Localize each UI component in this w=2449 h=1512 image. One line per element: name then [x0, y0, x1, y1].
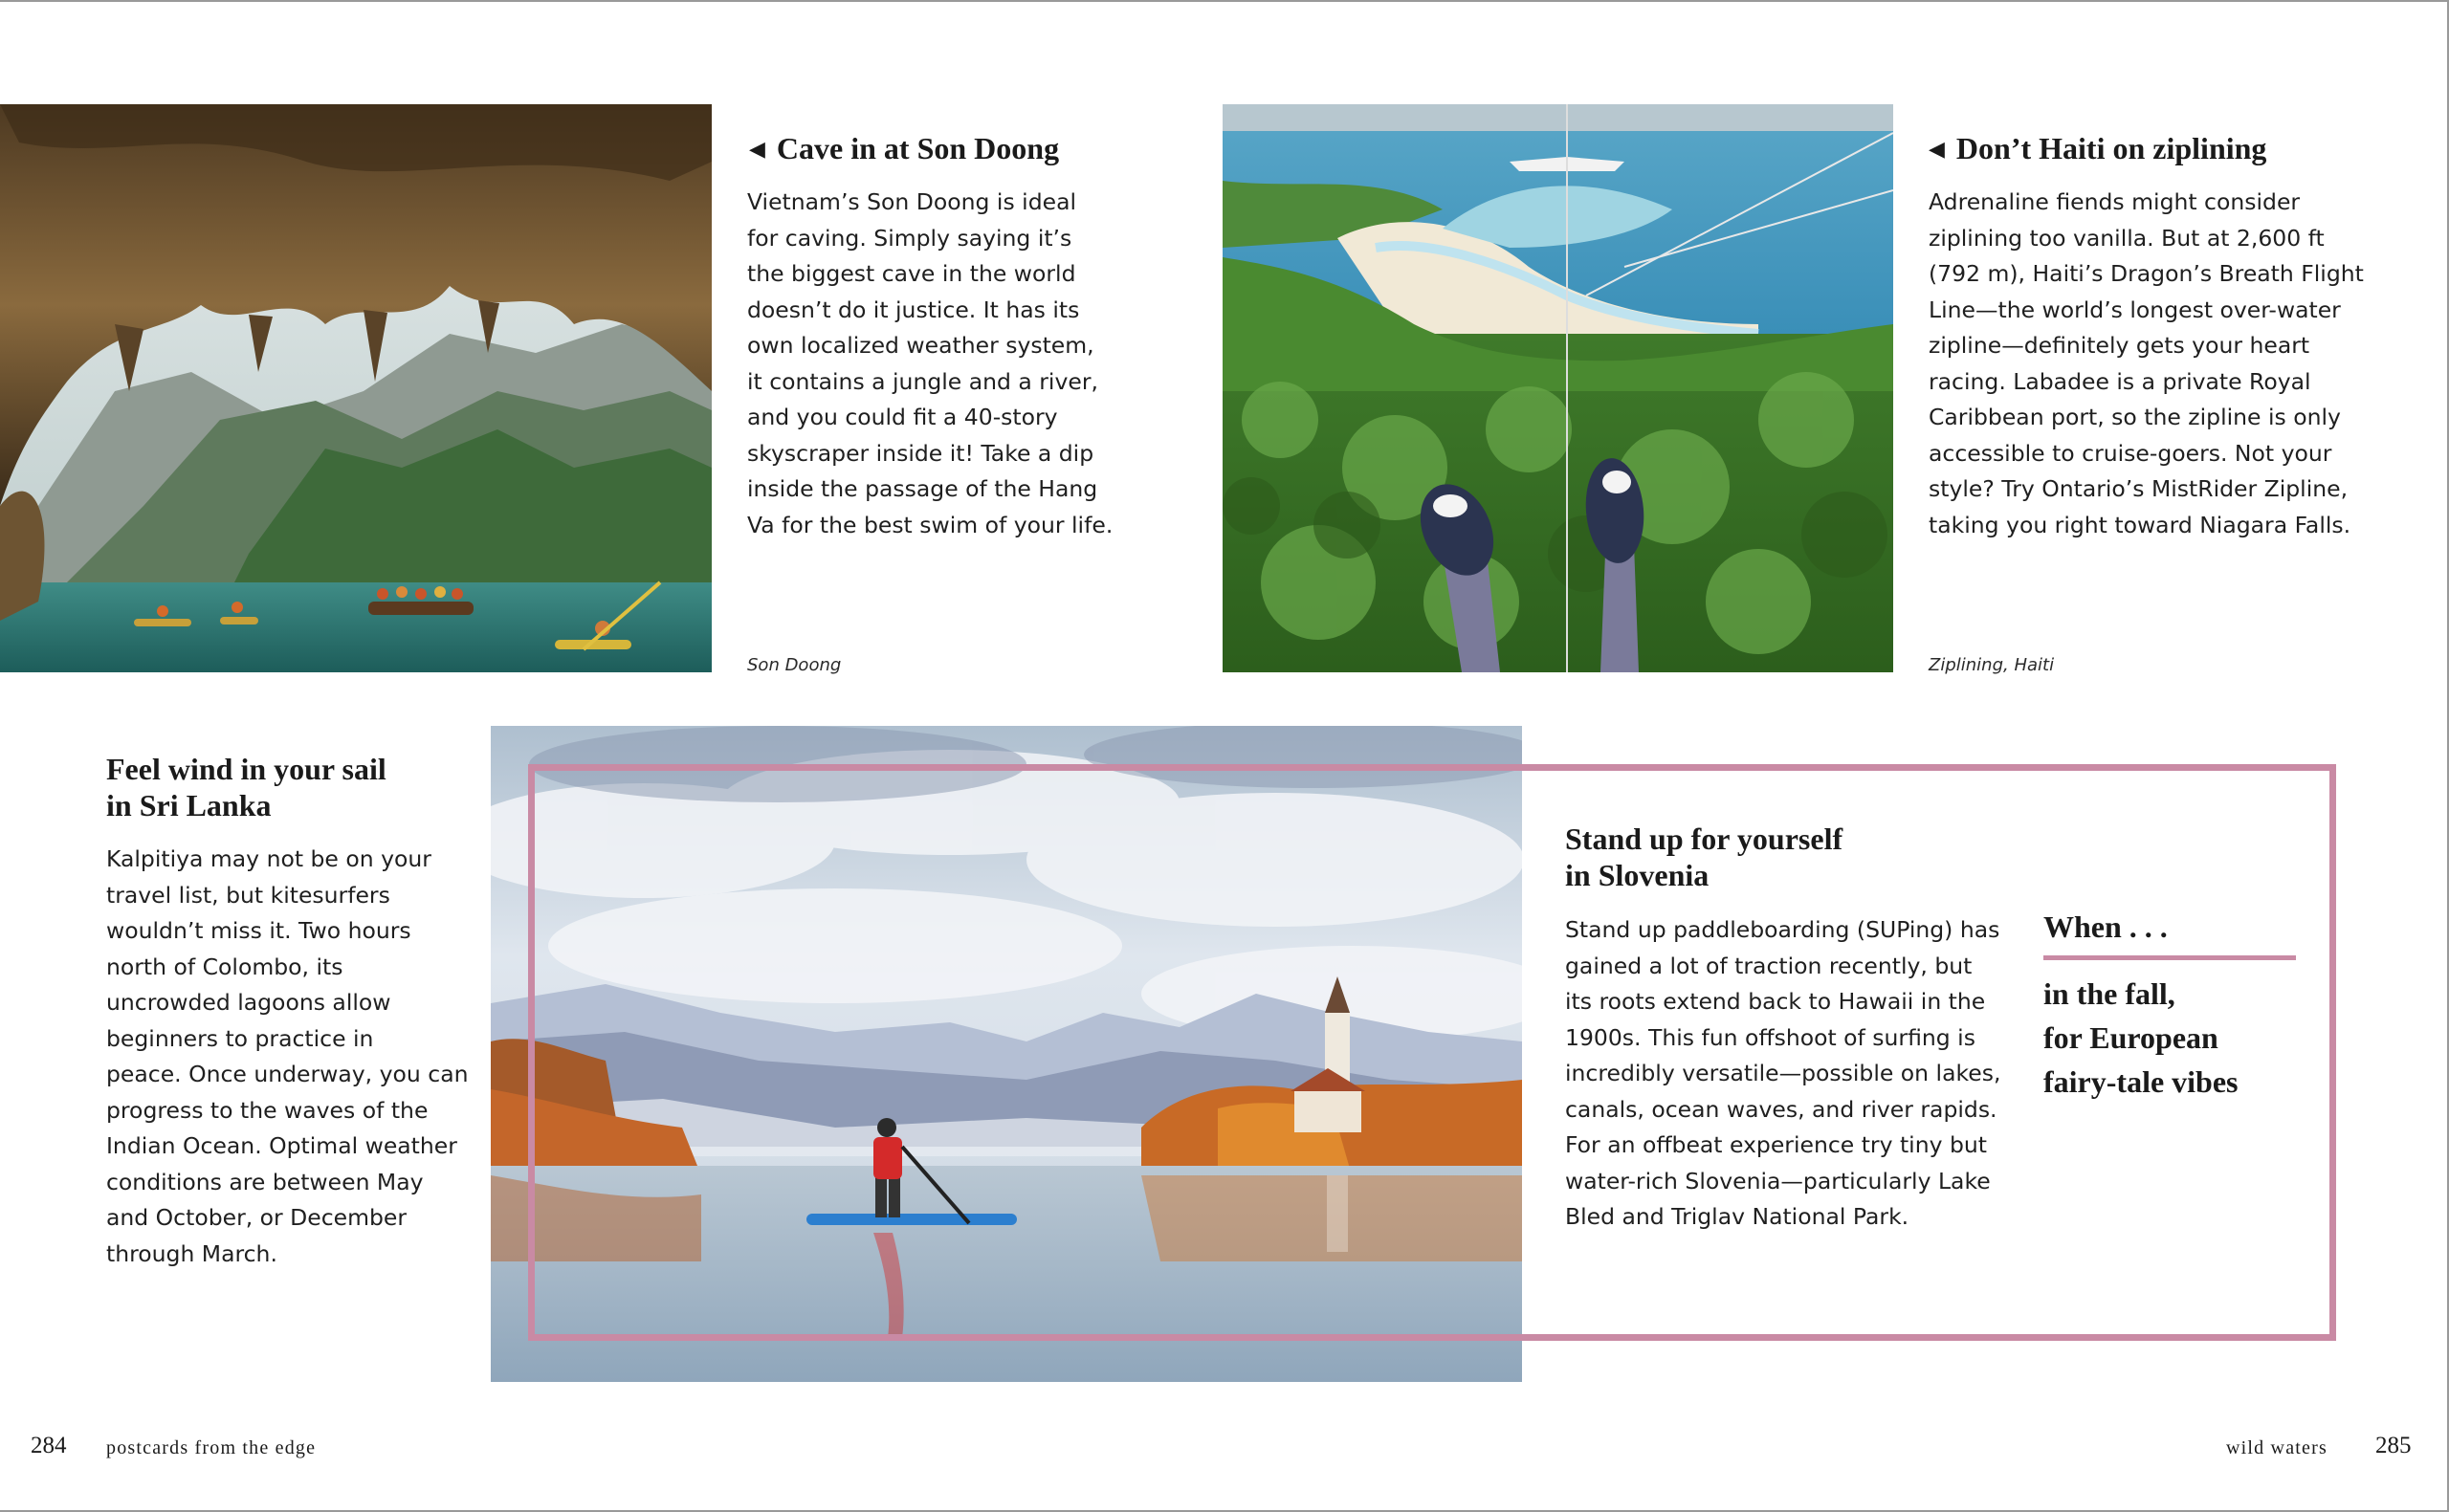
left-page-number: 284 — [31, 1433, 67, 1458]
haiti-zipline-photo — [1223, 104, 1893, 672]
haiti-body: Adrenaline fiends might consider ziplining too vanilla. But at 2,600 ft (792 m), Haiti’s Dragon’s Breath Flight Line—the world’s longest over-water zipline—definitely gets your heart racing. Labadee is a private Royal Caribbean port, so the zipline is only accessible to cruise-goers. Not your style? Try Ontario’s MistRider Zipline, taking you right toward Niagara Falls. — [1929, 188, 2364, 538]
when-body: in the fall, for European fairy-tale vibes — [2043, 976, 2239, 1099]
left-arrow-icon: ◀ — [749, 137, 765, 161]
son-doong-body: Vietnam’s Son Doong is ideal for caving. Simply saying it’s the biggest cave in the world doesn’t do it justice. It has its own localized weather system, it contains a jungle and a river, and you could fit a 40-story skyscraper inside it! Take a dip inside the passage of the Hang Va for the best swim of your life. — [747, 188, 1114, 538]
slovenia-body: Stand up paddleboarding (SUPing) has gained a lot of traction recently, but its roots extend back to Hawaii in the 1900s. This fun offshoot of surfing is incredibly versatile—possible on lakes, canals, ocean waves, and river rapids. For an offbeat experience try tiny but water-rich Slovenia—particularly Lake Bled and Triglav National Park. — [1565, 916, 2001, 1230]
sri-lanka-heading: Feel wind in your sail in Sri Lanka — [106, 752, 386, 822]
left-running-footer: postcards from the edge — [106, 1437, 317, 1458]
right-page-number: 285 — [2375, 1433, 2412, 1458]
haiti-caption: Ziplining, Haiti — [1929, 655, 2055, 675]
left-arrow-icon: ◀ — [1929, 137, 1945, 161]
when-divider — [2043, 955, 2296, 960]
haiti-heading: ◀ Don’t Haiti on ziplining — [1929, 131, 2267, 165]
slovenia-heading: Stand up for yourself in Slovenia — [1565, 822, 1843, 892]
son-doong-heading: ◀ Cave in at Son Doong — [749, 131, 1060, 165]
right-running-footer: wild waters — [2226, 1437, 2328, 1458]
top-border — [0, 0, 2449, 2]
son-doong-cave-photo — [0, 104, 712, 672]
sri-lanka-body: Kalpitiya may not be on your travel list, but kitesurfers wouldn’t miss it. Two hours north of Colombo, its uncrowded lagoons allow beginners to practice in peace. Once underway, you can progress to the waves of the Indian Ocean. Optimal weather conditions are between May and October, or December through March. — [106, 845, 469, 1267]
when-title: When . . . — [2043, 909, 2168, 944]
son-doong-caption: Son Doong — [747, 655, 842, 675]
